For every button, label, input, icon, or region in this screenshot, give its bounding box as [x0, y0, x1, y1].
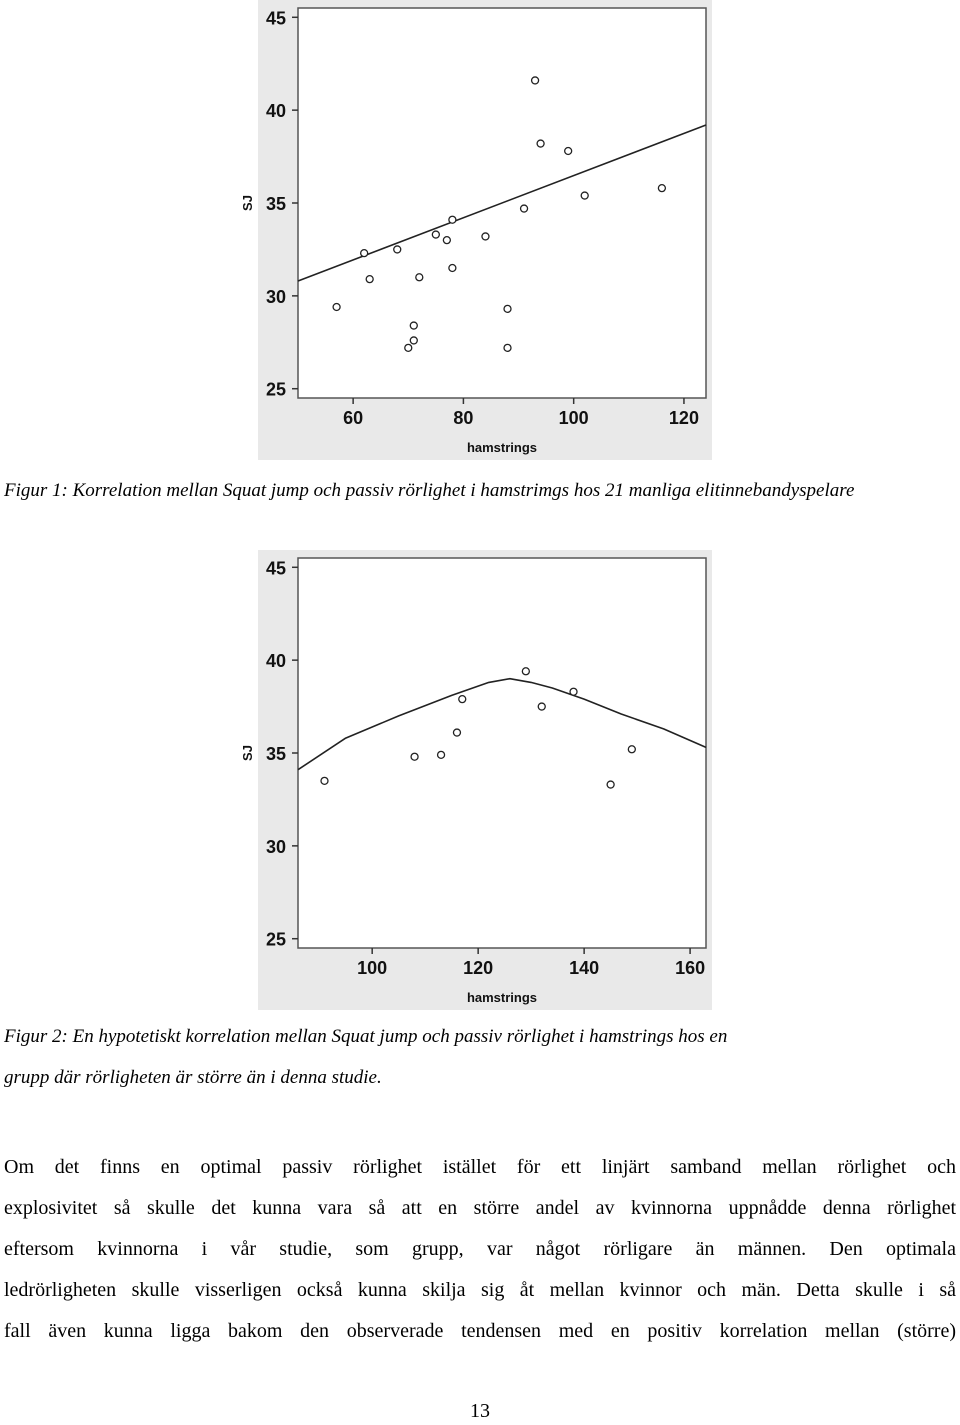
data-point [361, 250, 368, 257]
y-tick-label: 25 [265, 929, 286, 950]
body-line: Om det finns en optimal passiv rörlighet istället för ett linjärt samband mellan rörlighet och [4, 1156, 956, 1178]
data-point [628, 746, 635, 753]
data-point [453, 729, 460, 736]
x-tick-label: 100 [558, 408, 589, 428]
data-point [405, 344, 412, 351]
figure-1-chart [0, 0, 960, 470]
body-line: explosivitet så skulle det kunna vara så att en större andel av kvinnorna uppnådde denna rörlighet [4, 1197, 956, 1219]
data-point [438, 751, 445, 758]
x-tick-label: 120 [668, 408, 699, 428]
y-tick-label: 35 [265, 744, 286, 764]
data-point [522, 668, 529, 675]
data-point [432, 231, 439, 238]
data-point [333, 304, 340, 311]
y-tick-label: 30 [265, 286, 286, 307]
y-tick-label: 40 [265, 101, 286, 122]
data-point [416, 274, 423, 281]
figure-2-caption-line-2: grupp där rörligheten är större än i denna studie. [4, 1067, 382, 1088]
y-tick-label: 45 [265, 558, 286, 579]
data-point [449, 216, 456, 223]
y-tick-label: 35 [265, 194, 286, 214]
data-point [607, 781, 614, 788]
data-point [410, 337, 417, 344]
data-point [504, 344, 511, 351]
x-axis-label: hamstrings [466, 440, 538, 455]
data-point [459, 696, 466, 703]
body-line: ledrörligheten skulle visserligen också kunna skilja sig åt mellan kvinnor och män. Detta skulle i så [4, 1279, 956, 1301]
y-tick-label: 30 [265, 836, 286, 857]
data-point [411, 753, 418, 760]
data-point [321, 777, 328, 784]
data-point [581, 192, 588, 199]
data-point [443, 237, 450, 244]
body-line: fall även kunna ligga bakom den observerade tendensen med en positiv korrelation mellan (större) [4, 1320, 956, 1342]
data-point [521, 205, 528, 212]
figure-2-chart [0, 550, 960, 1020]
data-point [366, 276, 373, 283]
x-tick-label: 80 [453, 408, 474, 428]
page-number: 13 [470, 1400, 490, 1422]
x-tick-label: 120 [463, 958, 494, 978]
plot-area [298, 558, 706, 948]
y-axis-label: SJ [240, 195, 255, 211]
x-tick-label: 160 [675, 958, 706, 978]
data-point [570, 688, 577, 695]
data-point [410, 322, 417, 329]
x-axis-label: hamstrings [466, 990, 538, 1005]
figure-1-caption: Figur 1: Korrelation mellan Squat jump och passiv rörlighet i hamstrimgs hos 21 manliga elitinnebandyspelare [4, 480, 855, 501]
data-point [449, 265, 456, 272]
data-point [658, 185, 665, 192]
y-tick-label: 25 [265, 379, 286, 400]
data-point [482, 233, 489, 240]
data-point [538, 703, 545, 710]
y-tick-label: 45 [265, 8, 286, 29]
y-axis-label: SJ [240, 745, 255, 761]
figure-2-caption-line-1: Figur 2: En hypotetiskt korrelation mellan Squat jump och passiv rörlighet i hamstrings hos en [4, 1026, 728, 1047]
data-point [532, 77, 539, 84]
data-point [394, 246, 401, 253]
x-tick-label: 60 [343, 408, 364, 428]
x-tick-label: 100 [357, 958, 388, 978]
y-tick-label: 40 [265, 651, 286, 672]
body-line: eftersom kvinnorna i vår studie, som grupp, var något rörligare än männen. Den optimala [4, 1238, 956, 1260]
data-point [537, 140, 544, 147]
x-tick-label: 140 [569, 958, 600, 978]
body-paragraph [4, 1147, 956, 1352]
data-point [504, 305, 511, 312]
data-point [565, 148, 572, 155]
